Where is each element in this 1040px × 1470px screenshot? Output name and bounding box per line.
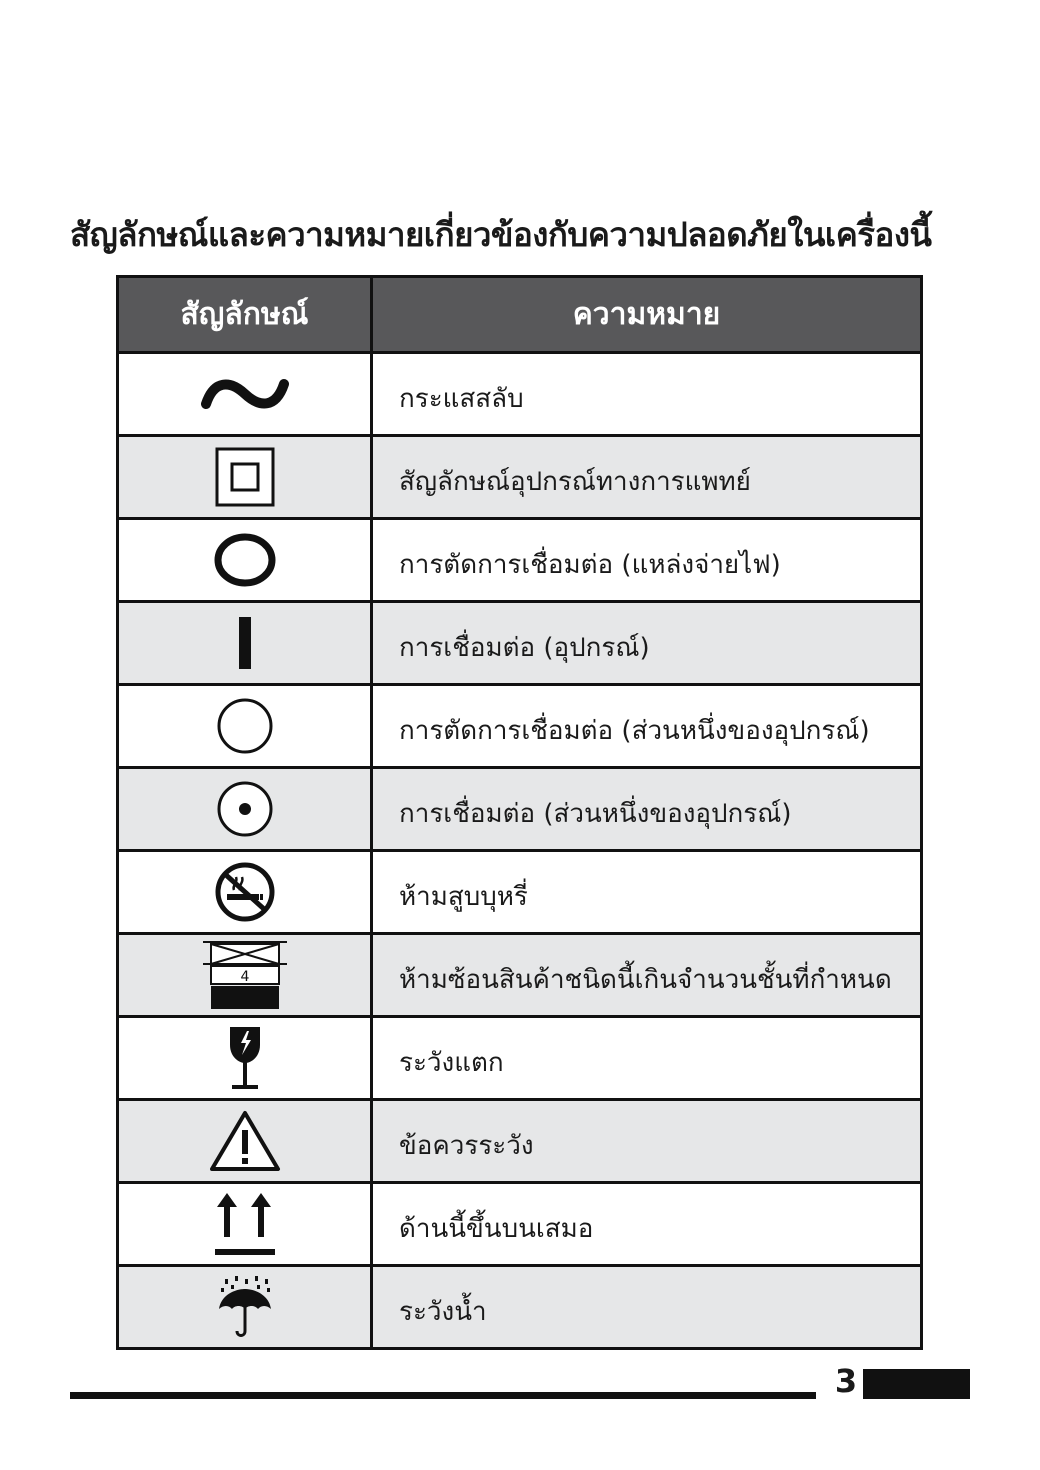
stack-limit-icon <box>203 941 287 1009</box>
header-symbol: สัญลักษณ์ <box>118 277 372 353</box>
header-meaning: ความหมาย <box>372 277 922 353</box>
table-row <box>118 436 922 519</box>
meaning-text: ห้ามสูบบุหรี่ <box>372 851 922 934</box>
partial-on-icon <box>215 779 275 839</box>
table-row <box>118 519 922 602</box>
meaning-text: การเชื่อมต่อ (อุปกรณ์) <box>372 602 922 685</box>
medical-device-icon <box>215 447 275 507</box>
alternating-current-icon <box>200 374 290 414</box>
table-row <box>118 1266 922 1349</box>
table-row <box>118 602 922 685</box>
table-row <box>118 934 922 1017</box>
symbols-table <box>116 275 923 1350</box>
caution-icon <box>209 1110 281 1172</box>
table-row <box>118 768 922 851</box>
power-off-icon <box>213 532 277 588</box>
meaning-text: การเชื่อมต่อ (ส่วนหนึ่งของอุปกรณ์) <box>372 768 922 851</box>
this-side-up-icon <box>213 1191 277 1257</box>
meaning-text: การตัดการเชื่อมต่อ (ส่วนหนึ่งของอุปกรณ์) <box>372 685 922 768</box>
page-number: 3 <box>834 1362 858 1400</box>
table-row <box>118 1183 922 1266</box>
meaning-text: ระวังน้ำ <box>372 1266 922 1349</box>
power-on-icon <box>237 617 253 669</box>
meaning-text: กระแสสลับ <box>372 353 922 436</box>
meaning-text: ข้อควรระวัง <box>372 1100 922 1183</box>
meaning-text: ด้านนี้ขึ้นบนเสมอ <box>372 1183 922 1266</box>
partial-off-icon <box>215 696 275 756</box>
table-header-row <box>118 277 922 353</box>
table-row <box>118 685 922 768</box>
footer-rule <box>70 1392 816 1399</box>
table-row <box>118 1017 922 1100</box>
meaning-text: สัญลักษณ์อุปกรณ์ทางการแพทย์ <box>372 436 922 519</box>
page-title: สัญลักษณ์และความหมายเกี่ยวข้องกับความปลอดภัยในเครื่องนี้ <box>70 215 932 254</box>
meaning-text: การตัดการเชื่อมต่อ (แหล่งจ่ายไฟ) <box>372 519 922 602</box>
meaning-text: ห้ามซ้อนสินค้าชนิดนี้เกินจำนวนชั้นที่กำหนด <box>372 934 922 1017</box>
fragile-icon <box>227 1025 263 1091</box>
meaning-text: ระวังแตก <box>372 1017 922 1100</box>
stack-number: 4 <box>240 969 249 985</box>
table-row <box>118 1100 922 1183</box>
table-row <box>118 851 922 934</box>
no-smoking-icon <box>214 861 276 923</box>
footer-block <box>863 1369 970 1399</box>
table-row <box>118 353 922 436</box>
keep-dry-icon <box>215 1275 275 1339</box>
